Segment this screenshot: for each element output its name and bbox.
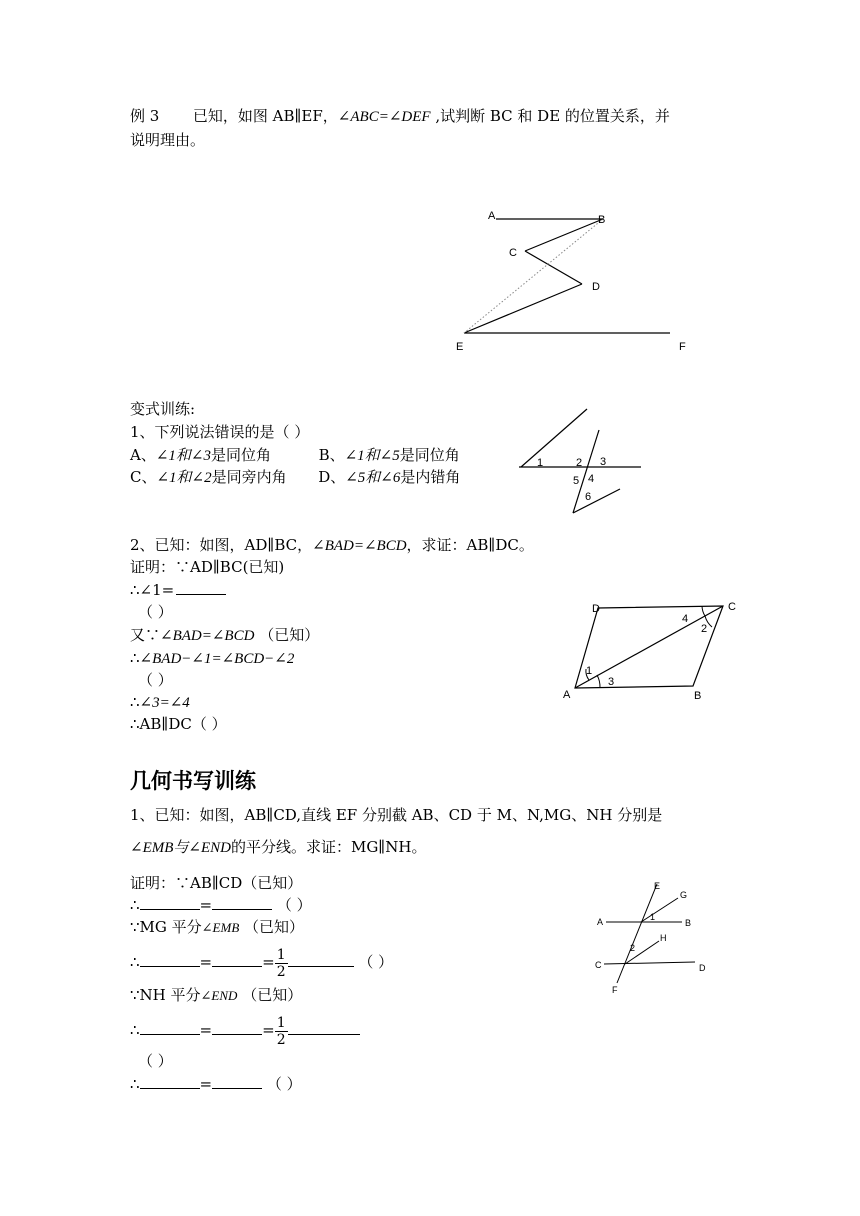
variant-options-row2: C、∠1和∠2是同旁内角 D、∠5和∠6是内错角	[130, 468, 461, 486]
geometry-figure	[590, 878, 720, 1003]
angle-label-3: 3	[600, 456, 607, 468]
q2-step3: ∴∠BAD−∠1=∠BCD−∠2	[130, 649, 295, 667]
angle-label-4: 4	[682, 613, 689, 625]
answer-blank[interactable]	[288, 1020, 360, 1035]
geo-proof-5: ∵NH 平分∠END （已知）	[130, 986, 303, 1004]
geo-p1-line2: ∠EMB与∠END的平分线。求证：MG∥NH。	[130, 838, 427, 856]
answer-blank[interactable]	[140, 1074, 200, 1089]
label-F: F	[612, 985, 618, 995]
geo-proof-2: ∴ = （ ）	[130, 896, 312, 914]
fraction-one-half: $\frac{1}{2}$	[276, 1014, 286, 1048]
answer-blank[interactable]	[212, 1020, 262, 1035]
label-C: C	[728, 601, 736, 613]
label-A: A	[597, 917, 604, 927]
q2-step4: ∴∠3=∠4	[130, 693, 190, 711]
angle-label-4: 4	[588, 473, 595, 485]
geo-proof-4: ∴ = = $\frac{1}{2}$ （ ）	[130, 946, 394, 980]
example3-line1: 例 3 已知，如图 AB∥EF，∠ABC=∠DEF ,试判断 BC 和 DE 的位置关系，并	[130, 107, 670, 125]
angle-label-5: 5	[573, 475, 580, 487]
label-B: B	[598, 214, 606, 226]
answer-blank[interactable]	[288, 952, 354, 967]
angle-label-1: 1	[586, 665, 593, 677]
label-D: D	[592, 603, 600, 615]
q2-step1-reason: （ ）	[138, 603, 173, 621]
geo-proof-1: 证明：∵AB∥CD（已知）	[130, 874, 303, 892]
angle-label-2: 2	[576, 457, 583, 469]
geo-p1-line1: 1、已知：如图，AB∥CD,直线 EF 分别截 AB、CD 于 M、N,MG、NH 分别是	[130, 806, 663, 824]
answer-blank[interactable]	[140, 952, 200, 967]
answer-blank[interactable]	[212, 895, 272, 910]
angle-label-1: 1	[537, 457, 544, 469]
variant-figure	[515, 405, 650, 520]
geo-proof-3: ∵MG 平分∠EMB （已知）	[130, 918, 305, 936]
q2-stem: 2、已知：如图，AD∥BC，∠BAD=∠BCD，求证：AB∥DC。	[130, 536, 534, 554]
variant-options-row1: A、∠1和∠3是同位角 B、∠1和∠5是同位角	[130, 446, 460, 464]
label-A: A	[563, 689, 571, 701]
answer-blank[interactable]	[212, 952, 262, 967]
variant-title: 变式训练:	[130, 400, 196, 418]
label-B: B	[685, 918, 692, 928]
q2-figure	[560, 598, 750, 708]
answer-blank[interactable]	[140, 1020, 200, 1035]
angle-label-2: 2	[701, 623, 708, 635]
fraction-one-half: $\frac{1}{2}$	[276, 946, 286, 980]
q2-step2: 又∵∠BAD=∠BCD （已知）	[130, 626, 320, 644]
geo-proof-7: （ ）	[138, 1052, 173, 1070]
q2-step5: ∴AB∥DC（ ）	[130, 715, 227, 733]
answer-blank[interactable]	[140, 895, 200, 910]
label-B: B	[694, 690, 702, 702]
label-F: F	[679, 341, 686, 353]
angle-label-6: 6	[585, 491, 592, 503]
answer-blank[interactable]	[212, 1074, 262, 1089]
variant-q1: 1、下列说法错误的是（ ）	[130, 423, 310, 441]
label-D: D	[592, 281, 600, 293]
example3-line2: 说明理由。	[130, 131, 206, 149]
answer-blank[interactable]	[176, 580, 226, 595]
geo-proof-8: ∴ = （ ）	[130, 1075, 302, 1093]
example-label: 例 3	[130, 107, 160, 125]
q2-step3-reason: （ ）	[138, 671, 173, 689]
label-H: H	[660, 933, 667, 943]
section-heading: 几何书写训练	[130, 769, 256, 793]
angle-label-3: 3	[608, 676, 615, 688]
label-D: D	[699, 963, 706, 973]
geo-proof-6: ∴ = = $\frac{1}{2}$	[130, 1011, 360, 1049]
label-E: E	[654, 881, 661, 891]
angle-label-2: 2	[630, 943, 636, 953]
q2-step1: ∴∠1=	[130, 580, 226, 600]
q2-proof-label: 证明：∵AD∥BC(已知)	[130, 558, 285, 576]
label-A: A	[488, 210, 496, 222]
label-C: C	[595, 960, 602, 970]
label-E: E	[456, 341, 464, 353]
example3-figure	[456, 205, 700, 355]
label-G: G	[680, 890, 688, 900]
label-C: C	[509, 247, 517, 259]
angle-label-1: 1	[650, 912, 656, 922]
